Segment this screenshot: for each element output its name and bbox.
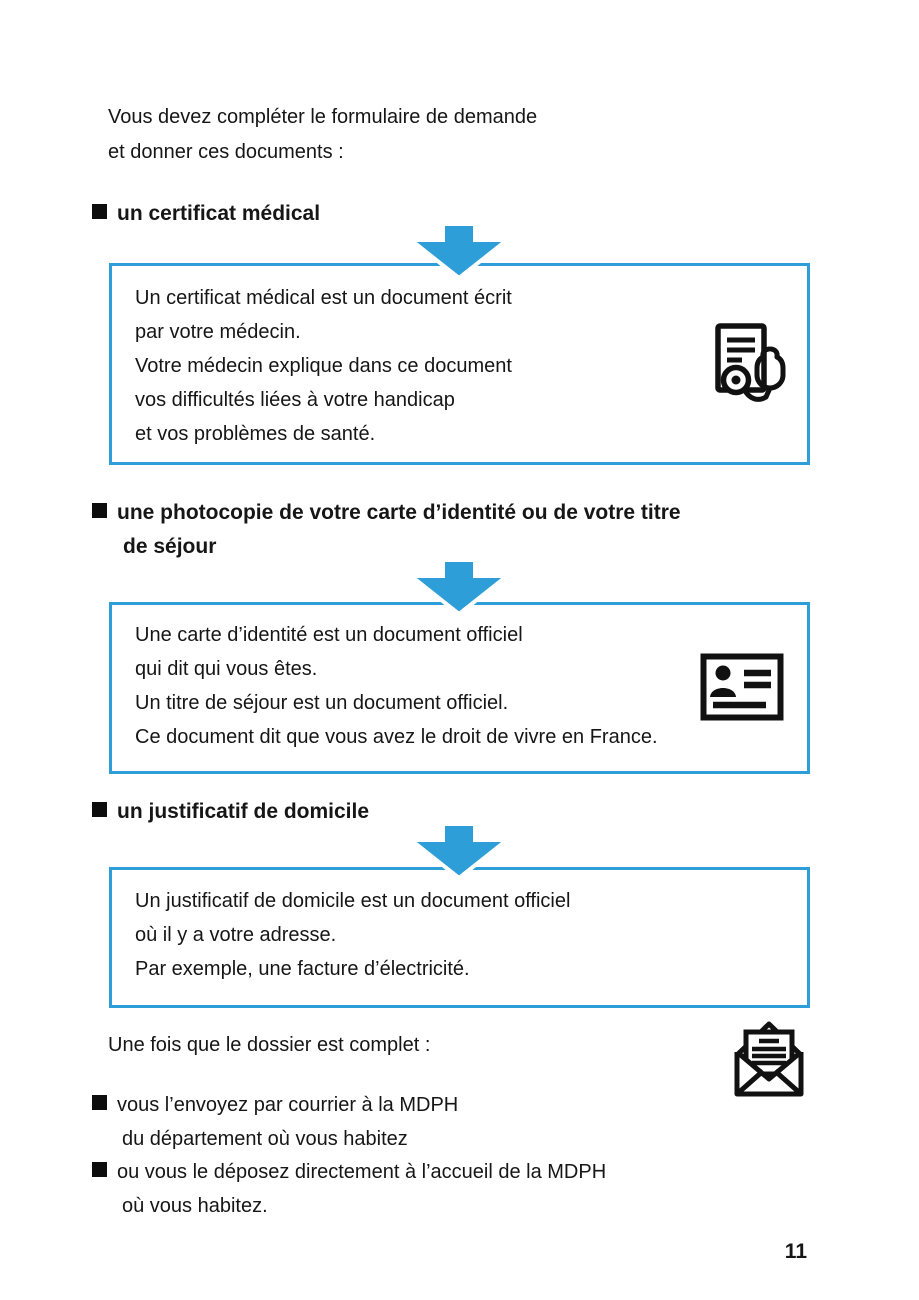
box-certificat-line-5: et vos problèmes de santé. <box>135 423 376 445</box>
black-square-bullet-icon <box>92 802 107 817</box>
intro-line-2: et donner ces documents : <box>108 141 344 163</box>
footer-bullet-depot-line-1 <box>92 1155 606 1190</box>
black-square-bullet-icon <box>92 204 107 219</box>
page-number: 11 <box>784 1240 807 1263</box>
down-arrow-icon <box>407 558 511 618</box>
footer-bullet-envoi-line-2: du département où vous habitez <box>122 1128 408 1150</box>
footer-bullet-envoi-line-1 <box>92 1088 458 1123</box>
down-arrow-icon <box>407 822 511 882</box>
medical-certificate-icon <box>704 323 792 411</box>
intro-paragraph <box>108 100 537 170</box>
callout-box-domicile <box>109 867 810 1008</box>
footer-intro: Une fois que le dossier est complet : <box>108 1034 431 1056</box>
box-identite-line-1: Une carte d’identité est un document officiel <box>135 624 523 646</box>
black-square-bullet-icon <box>92 1095 107 1110</box>
box-certificat-line-3: Votre médecin explique dans ce document <box>135 355 512 377</box>
bullet-photocopie-line-1 <box>92 501 681 525</box>
bullet-justificatif-label: un justificatif de domicile <box>117 800 370 823</box>
bullet-certificat-medical <box>92 202 320 226</box>
id-card-icon <box>700 653 784 721</box>
box-domicile-line-2: où il y a votre adresse. <box>135 924 337 946</box>
box-certificat-text <box>135 281 512 451</box>
bullet-photocopie-line-2: de séjour <box>123 535 217 558</box>
callout-box-certificat <box>109 263 810 465</box>
box-identite-line-2: qui dit qui vous êtes. <box>135 658 318 680</box>
box-certificat-line-1: Un certificat médical est un document écrit <box>135 287 512 309</box>
box-certificat-line-4: vos difficultés liées à votre handicap <box>135 389 455 411</box>
box-identite-text <box>135 618 658 754</box>
intro-line-1: Vous devez compléter le formulaire de demande <box>108 106 538 128</box>
footer-bullet-envoi-label: vous l’envoyez par courrier à la MDPH <box>117 1094 459 1116</box>
open-envelope-icon <box>731 1018 807 1098</box>
black-square-bullet-icon <box>92 1162 107 1177</box>
box-domicile-text <box>135 884 570 986</box>
box-domicile-line-1: Un justificatif de domicile est un document officiel <box>135 890 571 912</box>
box-certificat-line-2: par votre médecin. <box>135 321 301 343</box>
black-square-bullet-icon <box>92 503 107 518</box>
bullet-justificatif-domicile <box>92 800 369 824</box>
bullet-certificat-label: un certificat médical <box>117 202 321 225</box>
box-domicile-line-3: Par exemple, une facture d’électricité. <box>135 958 470 980</box>
box-identite-line-4: Ce document dit que vous avez le droit de vivre en France. <box>135 726 658 748</box>
box-identite-line-3: Un titre de séjour est un document officiel. <box>135 692 509 714</box>
bullet-photocopie-label: une photocopie de votre carte d’identité ou de votre titre <box>117 501 681 524</box>
footer-bullet-depot-label: ou vous le déposez directement à l’accueil de la MDPH <box>117 1161 607 1183</box>
footer-bullet-depot-line-2: où vous habitez. <box>122 1195 268 1217</box>
callout-box-identite <box>109 602 810 774</box>
down-arrow-icon <box>407 222 511 282</box>
